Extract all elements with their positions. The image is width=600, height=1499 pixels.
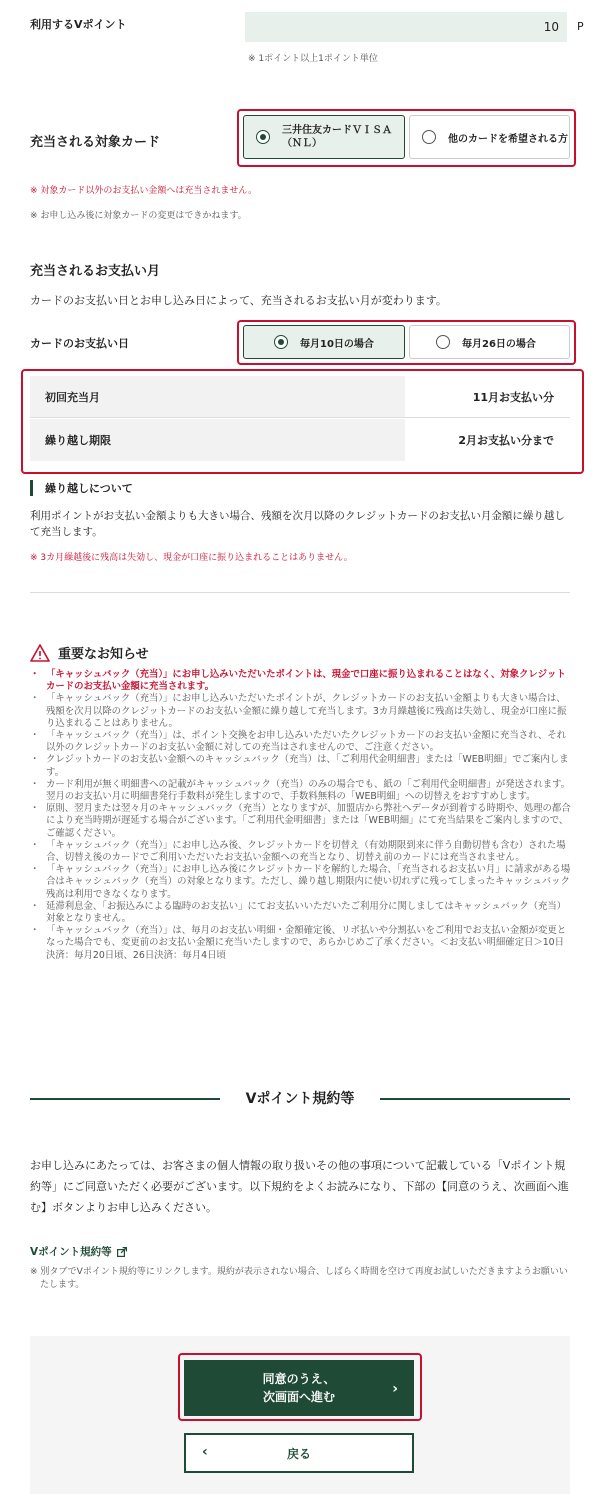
table-row-key: 繰り越し期限: [30, 419, 405, 461]
notice-item: ・ 「キャッシュバック（充当）」にお申し込み後、クレジットカードを切替え（有効期限到来に伴う自動切替も含む）された場合、切替え後のカードでご利用いただいたお支払い金額への充当となり、切替え前のカードには充当されません。: [30, 840, 572, 864]
notice-item: ・ 「キャッシュバック（充当）」にお申し込みいただいたポイントが、クレジットカードのお支払い金額よりも大きい場合は、残額を次月以降のクレジットカードのお支払い金額に繰り越して充当します。3カ月繰越後に残高は失効し、現金が口座に振り込まれることはありません。: [30, 693, 572, 730]
payment-day-option-10th[interactable]: [243, 325, 405, 359]
table-row: [30, 419, 570, 461]
table-row-value: 2月お支払い分まで: [458, 434, 554, 447]
radio-unselected-icon: [436, 335, 450, 349]
notice-item: ・ クレジットカードのお支払い金額へのキャッシュバック（充当）は、「ご利用代金明細書」または「WEB明細」でご案内します。: [30, 754, 572, 778]
target-card-label: 充当される対象カード: [30, 135, 161, 150]
carryover-description: 利用ポイントがお支払い金額よりも大きい場合、残額を次月以降のクレジットカードのお支払い月金額に繰り越して充当します。: [30, 510, 565, 538]
terms-link[interactable]: [30, 1244, 127, 1259]
payment-day-option-label: 毎月26日の場合: [462, 338, 536, 350]
carryover-warning: ※ 3カ月繰越後に残高は失効し、現金が口座に振り込まれることはありません。: [30, 553, 353, 563]
payment-day-option-26th[interactable]: [409, 325, 570, 359]
terms-heading: Vポイント規約等: [245, 1091, 355, 1107]
chevron-left-icon: ‹: [202, 1444, 208, 1460]
notice-item: ・ 「キャッシュバック（充当）」は、毎月のお支払い明細・金額確定後、リボ払いや分割払いをご利用でお支払い金額が変更となった場合でも、変更前のお支払い金額に充当いたしますので、あらかじめご了承ください。＜お支払い明細確定日＞10日決済：毎月20日頃、26日決済：毎月4日頃: [30, 925, 572, 962]
notice-heading: 重要なお知らせ: [58, 647, 149, 662]
target-card-note: ※ お申し込み後に対象カードの変更はできかねます。: [30, 211, 247, 221]
section-divider: [30, 592, 570, 593]
back-button[interactable]: [184, 1433, 414, 1473]
card-option-smbc-visa-nl[interactable]: [243, 115, 405, 159]
payment-month-description: カードのお支払い日とお申し込み日によって、充当されるお支払い月が変わります。: [30, 294, 447, 307]
table-row: [30, 376, 570, 418]
terms-body: お申し込みにあたっては、お客さまの個人情報の取り扱いその他の事項について記載している「Vポイント規約等」にご同意いただく必要がございます。以下規約をよくお読みになり、下部の【同意のうえ、次画面へ進む】ボタンよりお申し込みください。: [30, 1159, 569, 1214]
points-note: ※ 1ポイント以上1ポイント単位: [248, 54, 378, 64]
notice-item: ・ カード利用が無く明細書への記載がキャッシュバック（充当）のみの場合でも、紙の「ご利用代金明細書」が発送されます。翌月のお支払い月に明細書発行手数料が発生しますので、手数料無料の「WEB明細」への切替えをおすすめします。: [30, 779, 572, 803]
card-option-other[interactable]: [409, 115, 570, 159]
back-button-label: 戻る: [286, 1446, 311, 1461]
notice-item: ・ 「キャッシュバック（充当）」は、ポイント交換をお申し込みいただいたクレジットカードのお支払い金額に充当され、それ以外のクレジットカードのお支払い金額に対しての充当はされませんので、ご注意ください。: [30, 730, 572, 754]
target-card-warning: ※ 対象カード以外のお支払い金額へは充当されません。: [30, 186, 257, 196]
notice-item: ・ 延滞利息金、「お振込みによる臨時のお支払い」にてお支払いいただいたご利用分に関しましてはキャッシュバック（充当）対象となりません。: [30, 901, 572, 925]
table-row-value: 11月お支払い分: [472, 390, 554, 404]
warning-icon: [30, 644, 50, 662]
payment-day-option-label: 毎月10日の場合: [300, 338, 374, 350]
payment-day-label: カードのお支払い日: [30, 337, 129, 350]
terms-note: ※ 別タブでVポイント規約等にリンクします。規約が表示されない場合、しばらく時間を空けて再度お試しいただきますようお願いいたします。: [30, 1267, 568, 1290]
radio-unselected-icon: [422, 130, 436, 144]
agree-next-button[interactable]: [184, 1360, 414, 1416]
table-row-key: 初回充当月: [30, 376, 405, 417]
terms-heading-rule: [30, 1098, 220, 1100]
carryover-title: 繰り越しについて: [30, 480, 133, 496]
terms-link-label: Vポイント規約等: [30, 1246, 112, 1258]
chevron-right-icon: ›: [392, 1381, 398, 1397]
radio-selected-icon: [256, 130, 270, 144]
card-option-label: 三井住友カードＶＩＳＡ（ＮＬ）: [282, 125, 392, 149]
points-label: 利用するVポイント: [30, 18, 127, 31]
notice-item: ・ 「キャッシュバック（充当）」にお申し込み後にクレジットカードを解約した場合、「充当されるお支払い月」に請求がある場合はキャッシュバック（充当）の対象となります。ただし、繰り越し期限内に使い切れずに残ってしまったキャッシュバック残高は利用できなくなります。: [30, 864, 572, 901]
external-link-icon: [117, 1247, 127, 1257]
notice-list: [30, 669, 572, 962]
points-input[interactable]: [245, 12, 567, 42]
notice-item: ・ 原則、翌月または翌々月のキャッシュバック（充当）となりますが、加盟店から弊社へデータが到着する時期や、処理の都合により充当時期が遅延する場合がございます。「ご利用代金明細書」または「WEB明細」にて充当結果をご案内しますので、ご確認ください。: [30, 803, 572, 840]
card-option-label: 他のカードを希望される方: [448, 133, 568, 145]
payment-month-heading: 充当されるお支払い月: [30, 264, 161, 279]
notice-item: ・ 「キャッシュバック（充当）」にお申し込みいただいたポイントは、現金で口座に振り込まれることはなく、対象クレジットカードのお支払い金額に充当されます。: [30, 669, 572, 693]
terms-heading-rule: [380, 1098, 570, 1100]
radio-selected-icon: [274, 335, 288, 349]
agree-button-label: 同意のうえ、 次画面へ進む: [262, 1372, 336, 1404]
notice-heading-row: [30, 643, 149, 662]
points-unit: P: [577, 20, 584, 33]
